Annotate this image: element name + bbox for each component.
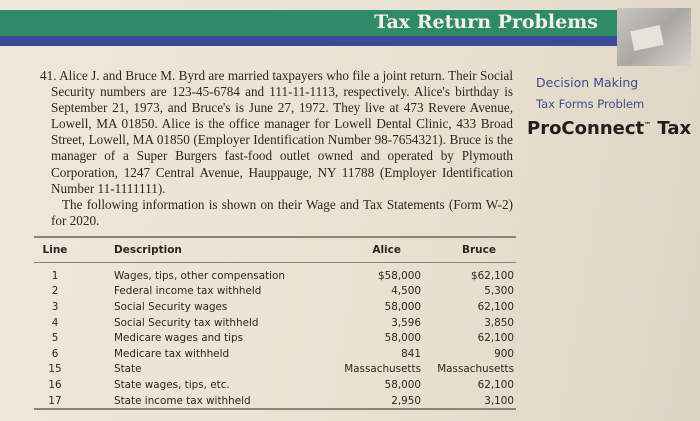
cell-description: Medicare wages and tips bbox=[114, 332, 244, 345]
cell-description: Federal income tax withheld bbox=[114, 285, 262, 298]
cell-description: State wages, tips, etc. bbox=[114, 378, 230, 391]
header-bruce: Bruce bbox=[421, 237, 516, 263]
proconnect-tax-label bbox=[527, 118, 691, 139]
table-row bbox=[34, 362, 516, 378]
cell-bruce: 3,100 bbox=[484, 394, 514, 407]
table-row bbox=[34, 393, 516, 410]
cell-description: Medicare tax withheld bbox=[114, 347, 230, 360]
table-row bbox=[34, 377, 516, 393]
cell-description: Social Security wages bbox=[114, 300, 228, 313]
cell-alice: 3,596 bbox=[391, 316, 421, 329]
problem-paragraph-2: The following information is shown on their Wage and Tax Statements (Form W-2) for 2020. bbox=[51, 196, 513, 228]
table-row bbox=[34, 284, 516, 300]
cell-line: 3 bbox=[51, 300, 59, 313]
problem-paragraph-1: 41. Alice J. and Bruce M. Byrd are married taxpayers who file a joint return. Their Social Security numbers are 123-45-6784 and 111-11-1113, respectively. Alice's birthday is September 21, 1973, and Bruce's is June 27, 1972. They live at 473 Revere Avenue, Lowell, MA 01850. Alice is the office manager for Lowell Dental Clinic, 433 Broad Street, Lowell, MA 01850 (Employer Identification Number 98-7654321). Bruce is the manager of a Super Burgers fast-food outlet owned and operated by Plymouth Corporation, 1247 Central Avenue, Hauppauge, NY 11788 (Employer Identification Number 11-1111111). bbox=[40, 68, 513, 196]
tax-word: Tax bbox=[651, 118, 692, 139]
cell-line: 6 bbox=[51, 347, 59, 360]
trademark: ™ bbox=[644, 121, 652, 129]
header-alice: Alice bbox=[305, 237, 421, 263]
table-row bbox=[34, 315, 516, 331]
cell-description: Wages, tips, other compensation bbox=[114, 269, 285, 282]
cell-alice: 58,000 bbox=[384, 300, 421, 313]
cell-line: 1 bbox=[51, 269, 59, 282]
cell-description: State income tax withheld bbox=[114, 394, 251, 407]
tax-forms-problem-label: Tax Forms Problem bbox=[536, 97, 645, 111]
cell-bruce: 3,850 bbox=[484, 316, 514, 329]
section-title: Tax Return Problems bbox=[374, 11, 598, 33]
cell-description: Social Security tax withheld bbox=[114, 316, 259, 329]
decision-making-label: Decision Making bbox=[536, 75, 639, 90]
cell-bruce: $62,100 bbox=[471, 269, 514, 282]
cell-bruce: 62,100 bbox=[477, 332, 514, 345]
proconnect-name: ProConnect bbox=[527, 118, 645, 139]
header-line: Line bbox=[34, 237, 76, 263]
section-banner bbox=[0, 10, 618, 36]
cell-alice: 4,500 bbox=[391, 285, 421, 298]
table-row bbox=[34, 299, 516, 315]
cell-description: State bbox=[114, 363, 142, 376]
cell-alice: 58,000 bbox=[384, 378, 421, 391]
cell-line: 16 bbox=[48, 378, 62, 391]
cell-alice: Massachusetts bbox=[344, 363, 421, 376]
w2-table bbox=[34, 236, 516, 410]
problem-text bbox=[40, 68, 513, 229]
cell-line: 4 bbox=[51, 316, 59, 329]
cell-bruce: Massachusetts bbox=[437, 363, 514, 376]
cell-line: 2 bbox=[51, 285, 59, 298]
header-description: Description bbox=[76, 237, 305, 263]
table-row bbox=[34, 330, 516, 346]
form-paper-image bbox=[630, 25, 664, 51]
tax-form-photo bbox=[617, 8, 691, 66]
cell-bruce: 62,100 bbox=[477, 300, 514, 313]
table-row bbox=[34, 346, 516, 362]
cell-line: 5 bbox=[51, 332, 59, 345]
cell-line: 17 bbox=[48, 394, 62, 407]
cell-alice: $58,000 bbox=[378, 269, 421, 282]
cell-bruce: 5,300 bbox=[484, 285, 514, 298]
table-row bbox=[34, 263, 516, 284]
cell-alice: 58,000 bbox=[384, 332, 421, 345]
cell-line: 15 bbox=[48, 363, 62, 376]
table-header-row bbox=[34, 237, 516, 263]
cell-bruce: 900 bbox=[494, 347, 514, 360]
cell-alice: 2,950 bbox=[391, 394, 421, 407]
cell-alice: 841 bbox=[401, 347, 421, 360]
cell-bruce: 62,100 bbox=[477, 378, 514, 391]
banner-stripe bbox=[0, 36, 618, 46]
